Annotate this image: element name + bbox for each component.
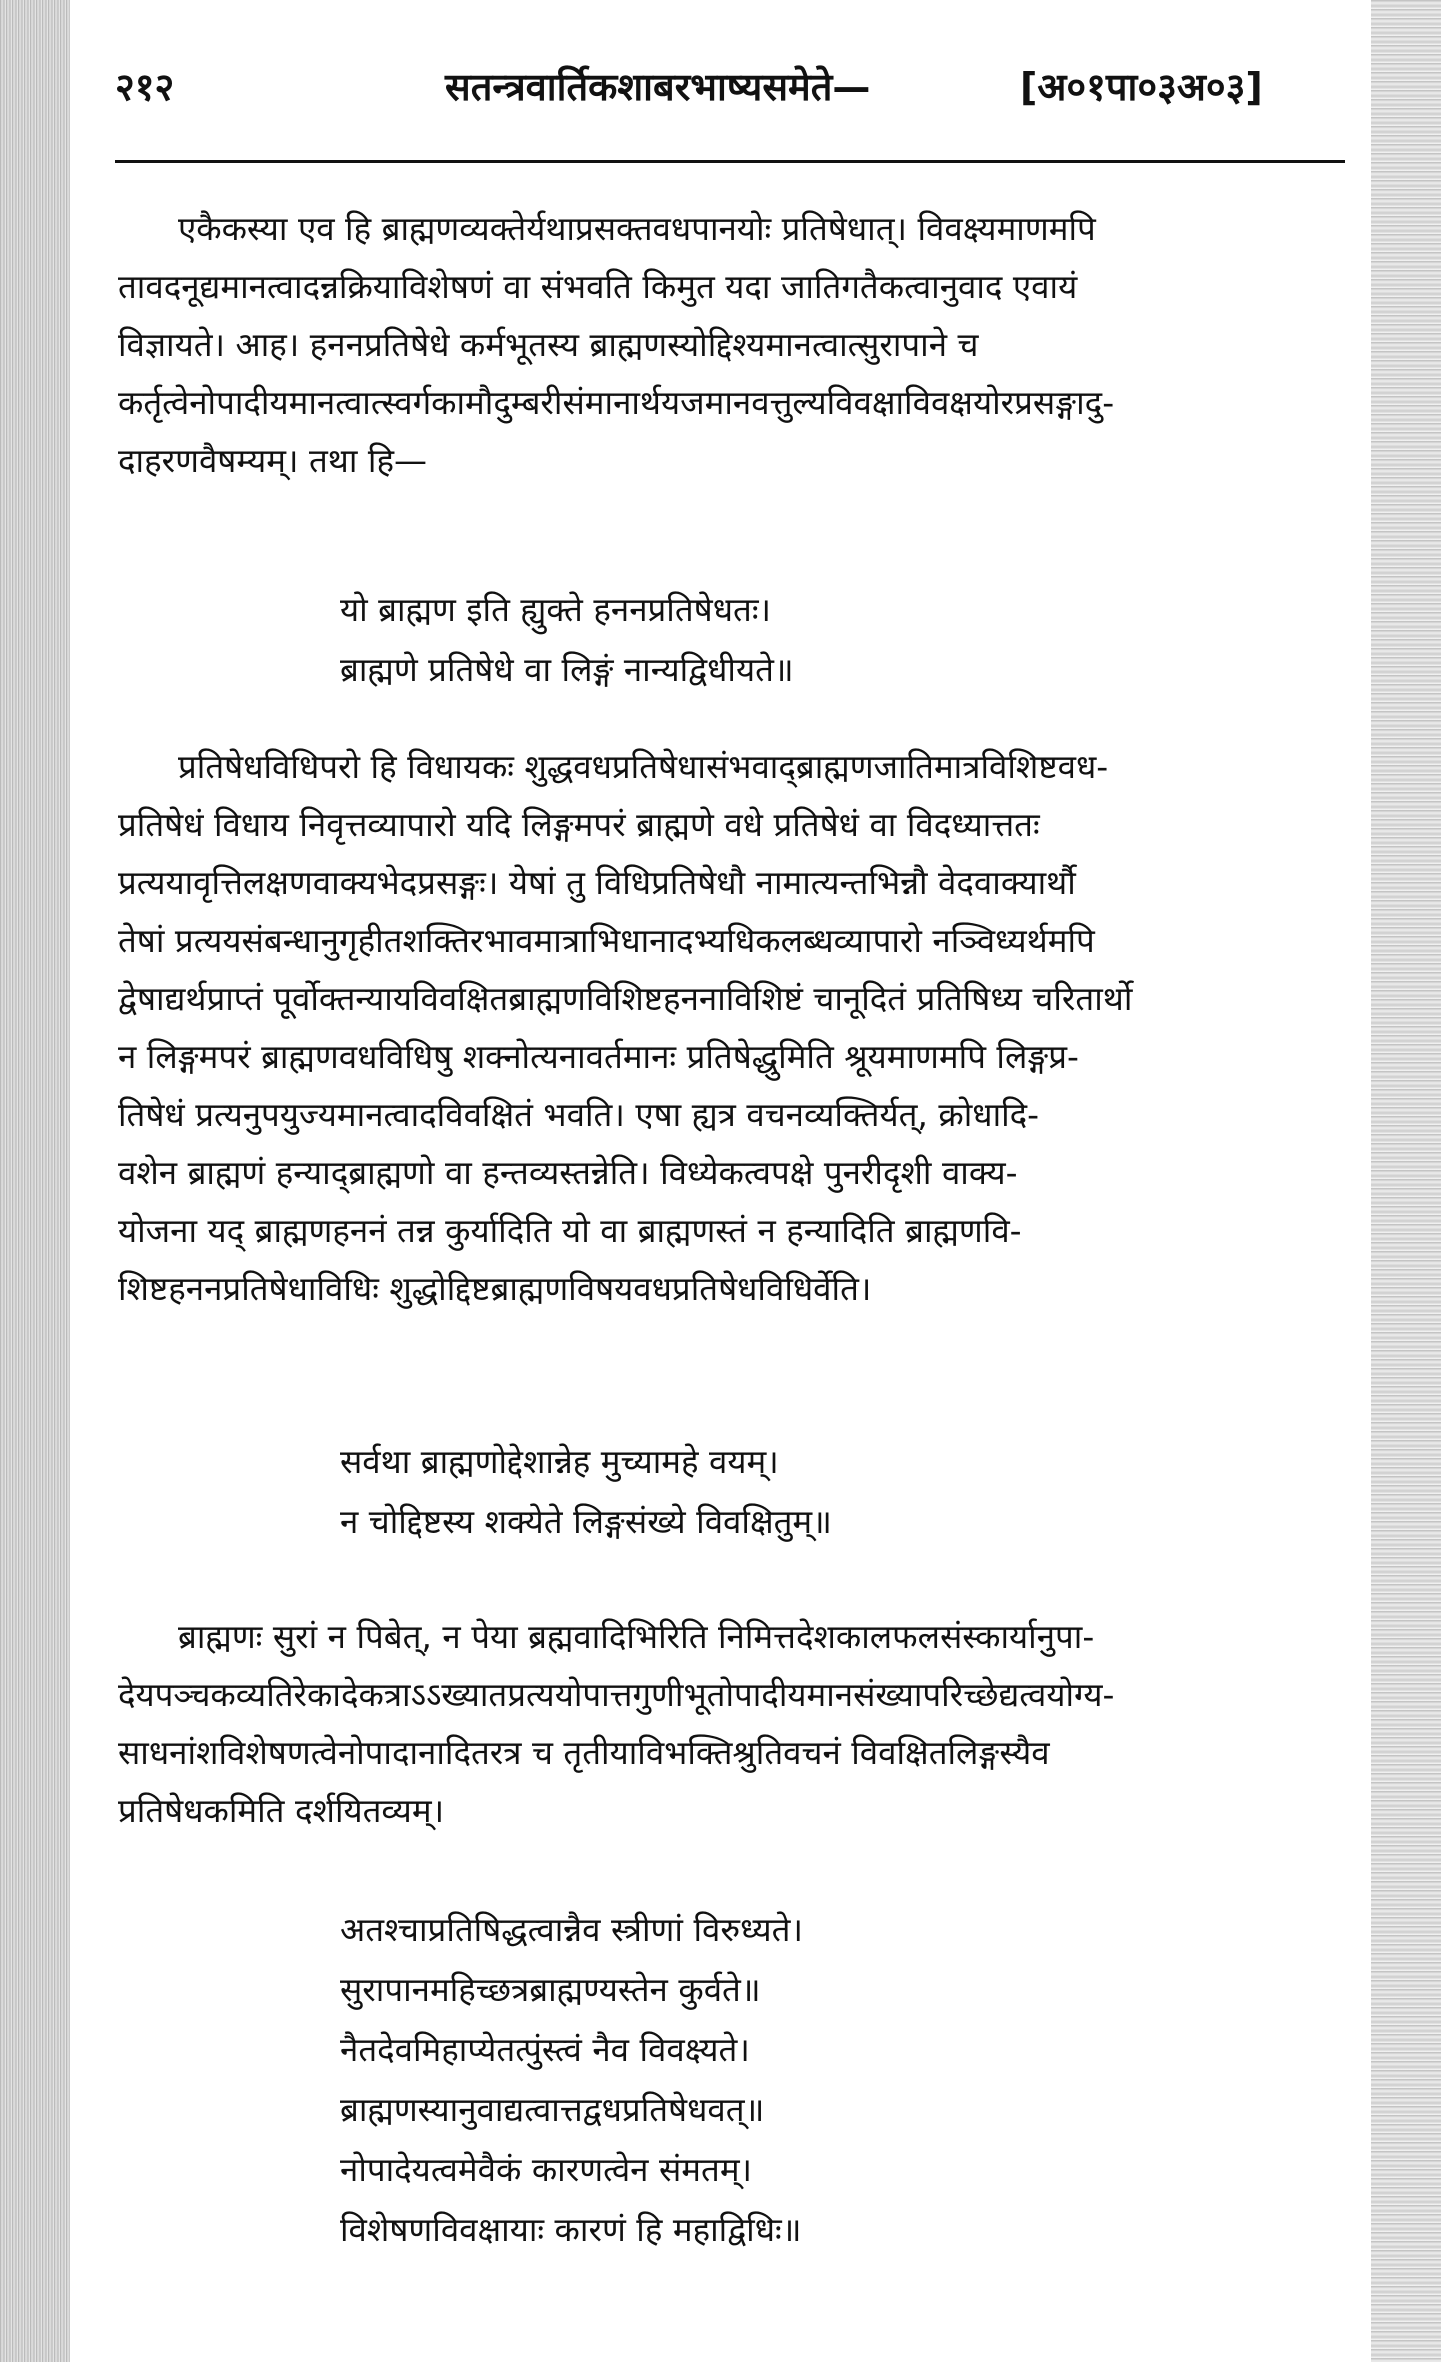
verse-2 [340, 1432, 832, 1552]
verse-line: यो ब्राह्मण इति ह्युक्ते हननप्रतिषेधतः। [340, 590, 771, 629]
verse-line: न चोद्दिष्टस्य शक्येते लिङ्गसंख्ये विवक्षितुम्॥ [340, 1502, 832, 1541]
text-line: वशेन ब्राह्मणं हन्याद्ब्राह्मणो वा हन्तव्यस्तन्नेति। विध्येकत्वपक्षे पुनरीदृशी वाक्य- [118, 1153, 1018, 1192]
paragraph-1 [118, 200, 1348, 490]
page-number: २१२ [115, 65, 175, 109]
page-header [115, 52, 1345, 122]
paragraph-3 [118, 1608, 1348, 1840]
verse-line: अतश्चाप्रतिषिद्धत्वान्नैव स्त्रीणां विरुध्यते। [340, 1910, 803, 1949]
paragraph-2 [118, 738, 1348, 1318]
text-line: प्रतिषेधविधिपरो हि विधायकः शुद्धवधप्रतिषेधासंभवाद्ब्राह्मणजातिमात्रविशिष्टवध- [178, 747, 1109, 786]
verse-line: सर्वथा ब्राह्मणोद्देशान्नेह मुच्यामहे वयम्। [340, 1442, 779, 1481]
text-line: दाहरणवैषम्यम्। तथा हि— [118, 441, 427, 480]
text-line: एकैकस्या एव हि ब्राह्मणव्यक्तेर्यथाप्रसक्तवधपानयोः प्रतिषेधात्। विवक्ष्यमाणमपि [178, 209, 1096, 248]
text-line: साधनांशविशेषणत्वेनोपादानादितरत्र च तृतीयाविभक्तिश्रुतिवचनं विवक्षितलिङ्गस्यैव [118, 1733, 1050, 1772]
text-line: तावदनूद्यमानत्वादन्नक्रियाविशेषणं वा संभवति किमुत यदा जातिगतैकत्वानुवाद एवायं [118, 267, 1078, 306]
verse-line: सुरापानमहिच्छत्रब्राह्मण्यस्तेन कुर्वते॥ [340, 1970, 761, 2009]
verse-3 [340, 1900, 803, 2260]
text-line: प्रतिषेधकमिति दर्शयितव्यम्। [118, 1791, 445, 1830]
text-line: ब्राह्मणः सुरां न पिबेत्, न पेया ब्रह्मवादिभिरिति निमित्तदेशकालफलसंस्कार्यानुपा- [178, 1617, 1095, 1656]
text-line: देयपञ्चकव्यतिरेकादेकत्राऽऽख्यातप्रत्ययोपात्तगुणीभूतोपादीयमानसंख्यापरिच्छेद्यत्वयोग्य- [118, 1675, 1115, 1714]
section-reference: [अ०१पा०३अ०३] [1020, 65, 1263, 109]
text-line: कर्तृत्वेनोपादीयमानत्वात्स्वर्गकामौदुम्बरीसंमानार्थयजमानवत्तुल्यविवक्षाविवक्षयोरप्रसङ्गादु- [118, 383, 1115, 422]
text-line: प्रत्ययावृत्तिलक्षणवाक्यभेदप्रसङ्गः। येषां तु विधिप्रतिषेधौ नामात्यन्तभिन्नौ वेदवाक्यार्थौ [118, 863, 1076, 902]
verse-line: नोपादेयत्वमेवैकं कारणत्वेन संमतम्। [340, 2150, 753, 2189]
text-line: प्रतिषेधं विधाय निवृत्तव्यापारो यदि लिङ्गमपरं ब्राह्मणे वधे प्रतिषेधं वा विदध्यात्ततः [118, 805, 1040, 844]
text-line: न लिङ्गमपरं ब्राह्मणवधविधिषु शक्नोत्यनावर्तमानः प्रतिषेद्धुमिति श्रूयमाणमपि लिङ्गप्र- [118, 1037, 1079, 1076]
verse-1 [340, 580, 794, 700]
text-line: तिषेधं प्रत्यनुपयुज्यमानत्वादविवक्षितं भवति। एषा ह्यत्र वचनव्यक्तिर्यत्, क्रोधादि- [118, 1095, 1040, 1134]
verse-line: नैतदेवमिहाप्येतत्पुंस्त्वं नैव विवक्ष्यते। [340, 2030, 750, 2069]
running-title: सतन्त्रवार्तिकशाबरभाष्यसमेते— [445, 65, 871, 109]
text-line: द्वेषाद्यर्थप्राप्तं पूर्वोक्तन्यायविवक्षितब्राह्मणविशिष्टहननाविशिष्टं चानूदितं प्रतिषिध्य चरितार्थो [118, 979, 1133, 1018]
verse-line: ब्राह्मणस्यानुवाद्यत्वात्तद्वधप्रतिषेधवत्॥ [340, 2090, 765, 2129]
verse-line: विशेषणविवक्षायाः कारणं हि महाद्विधिः॥ [340, 2210, 802, 2249]
text-line: तेषां प्रत्ययसंबन्धानुगृहीतशक्तिरभावमात्राभिधानादभ्यधिकलब्धव्यापारो नञ्विध्यर्थमपि [118, 921, 1095, 960]
header-rule [115, 160, 1345, 163]
page-edge-left [0, 0, 70, 2362]
verse-line: ब्राह्मणे प्रतिषेधे वा लिङ्गं नान्यद्विधीयते॥ [340, 650, 794, 689]
text-line: योजना यद् ब्राह्मणहननं तन्न कुर्यादिति यो वा ब्राह्मणस्तं न हन्यादिति ब्राह्मणवि- [118, 1211, 1022, 1250]
page-edge-right [1371, 0, 1441, 2362]
text-line: विज्ञायते। आह। हननप्रतिषेधे कर्मभूतस्य ब्राह्मणस्योद्दिश्यमानत्वात्सुरापाने च [118, 325, 979, 364]
text-line: शिष्टहननप्रतिषेधाविधिः शुद्धोद्दिष्टब्राह्मणविषयवधप्रतिषेधविधिर्वेति। [118, 1269, 872, 1308]
